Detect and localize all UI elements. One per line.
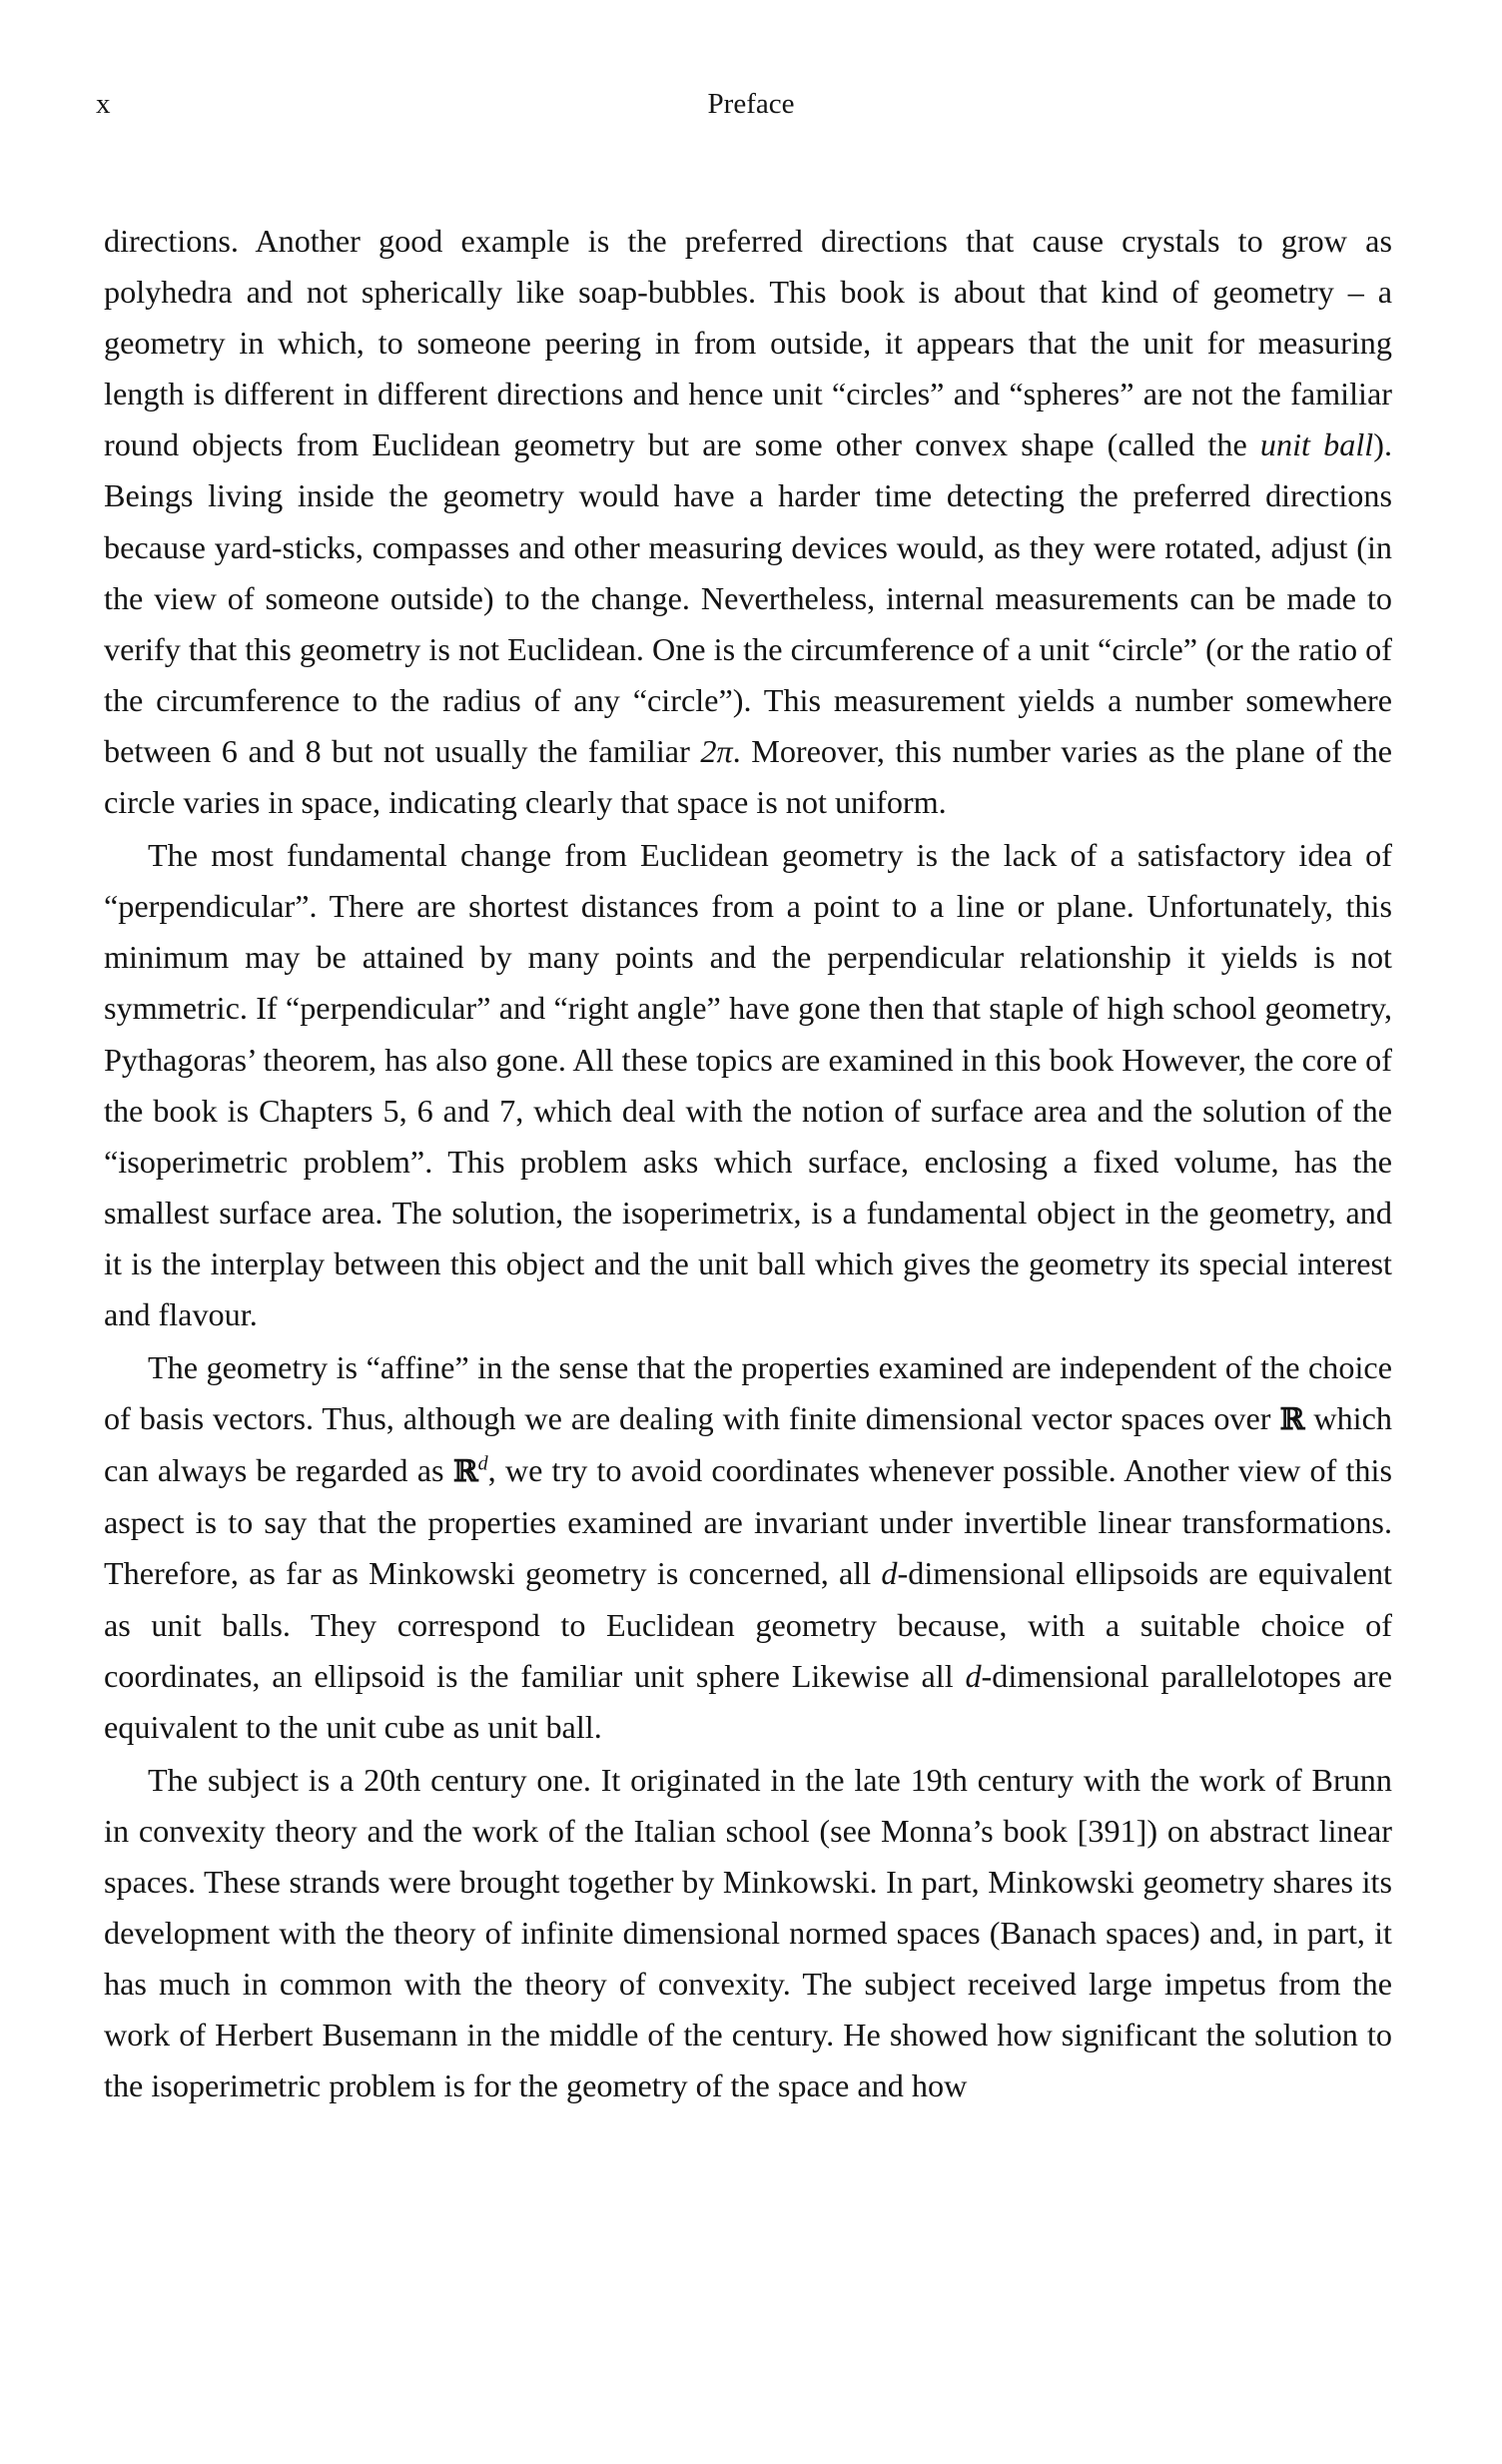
math-real-space: ℝ <box>452 1454 478 1490</box>
paragraph-3 <box>104 1342 1392 1753</box>
paragraph-1 <box>104 216 1392 828</box>
running-head <box>0 88 1502 128</box>
paragraph-1-text-a: directions. Another good example is the preferred directions that cause crystals to grow as polyhedra and not spherically like soap-bubbles. This book is about that kind of geometry – a geometry in which, to someone peering in from outside, it appears that the unit for measuring length is different in different directions and hence unit “circles” and “spheres” are not the familiar round objects from Euclidean geometry but are some other convex shape (called the <box>104 223 1392 463</box>
paragraph-3-text-d: -dimensional ellipsoids are equivalent as unit balls. They correspond to Euclidean geometry because, with a suitable choice of coordinates, an ellipsoid is the familiar unit sphere Likewise all <box>104 1555 1392 1694</box>
body-text <box>104 216 1392 2111</box>
paragraph-3-text-a: The geometry is “affine” in the sense that the properties examined are independent of the choice of basis vectors. Thus, although we are dealing with finite dimensional vector spaces over <box>104 1349 1392 1437</box>
paragraph-4: The subject is a 20th century one. It originated in the late 19th century with the work of Brunn in convexity theory and the work of the Italian school (see Monna’s book [391]) on abstract linear spaces. These strands were brought together by Minkowski. In part, Minkowski geometry shares its development with the theory of infinite dimensional normed spaces (Banach spaces) and, in part, it has much in common with the theory of convexity. The subject received large impetus from the work of Herbert Busemann in the middle of the century. He showed how significant the solution to the isoperimetric problem is for the geometry of the space and how <box>104 1761 1392 2104</box>
paragraph-3-text-e: -dimensional parallelotopes are equivalent to the unit cube as unit ball. <box>104 1657 1392 1745</box>
paragraph-2: The most fundamental change from Euclidean geometry is the lack of a satisfactory idea of “perpendicular”. There are shortest distances from a point to a line or plane. Unfortunately, this minimum may be attained by many points and the perpendicular relationship it yields is not symmetric. If “perpendicular” and “right angle” have gone then that staple of high school geometry, Pythagoras’ theorem, has also gone. All these topics are examined in this book However, the core of the book is Chapters 5, 6 and 7, which deal with the notion of surface area and the solution of the “isoperimetric problem”. This problem asks which surface, enclosing a fixed volume, has the smallest surface area. The solution, the isoperimetrix, is a fundamental object in the geometry, and it is the interplay between this object and the unit ball which gives the geometry its special interest and flavour. <box>104 837 1392 1332</box>
paragraph-3-text-b: which can always be regarded as <box>104 1400 1392 1489</box>
paragraph-1-text-c: . Moreover, this number varies as the plane of the circle varies in space, indicating clearly that space is not uniform. <box>104 732 1392 821</box>
math-real-numbers: ℝ <box>1279 1402 1305 1438</box>
page-number: x <box>96 88 111 120</box>
math-d: d <box>881 1555 898 1592</box>
math-two-pi: 2π <box>700 732 733 769</box>
term-unit-ball: unit ball <box>1259 426 1374 463</box>
math-d-2: d <box>965 1657 982 1694</box>
paragraph-1-text-b: ). Beings living inside the geometry would have a harder time detecting the preferred directions because yard-sticks, compasses and other measuring devices would, as they were rotated, adjust (in the view of someone outside) to the change. Nevertheless, internal measurements can be made to verify that this geometry is not Euclidean. One is the circumference of a unit “circle” (or the ratio of the circumference to the radius of any “circle”). This measurement yields a number somewhere between 6 and 8 but not usually the familiar <box>104 426 1392 769</box>
running-title: Preface <box>707 88 795 120</box>
math-dimension-superscript: d <box>477 1452 488 1475</box>
paragraph-3-text-c: , we try to avoid coordinates whenever possible. Another view of this aspect is to say that the properties examined are invariant under invertible linear transformations. Therefore, as far as Minkowski geometry is concerned, all <box>104 1452 1392 1592</box>
